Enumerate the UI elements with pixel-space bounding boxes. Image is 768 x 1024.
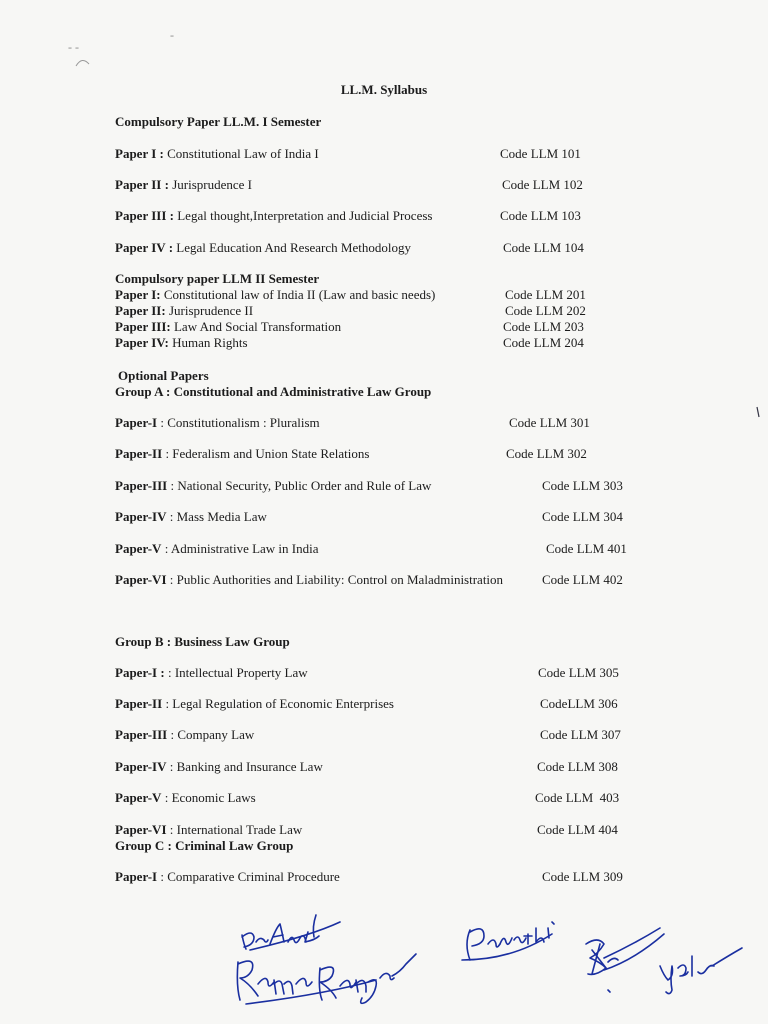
paper-code: Code LLM 403	[535, 790, 620, 805]
paper-label: Paper-IV	[115, 759, 167, 774]
paper-row	[115, 759, 323, 775]
paper-title: Jurisprudence I	[168, 177, 252, 192]
paper-row	[115, 541, 319, 557]
paper-row	[115, 665, 308, 681]
paper-row	[115, 240, 411, 256]
paper-code: Code LLM 305	[538, 665, 619, 680]
paper-label: Paper-I	[115, 869, 158, 884]
paper-label: Paper-V	[115, 790, 162, 805]
paper-label: Paper III :	[115, 208, 174, 223]
paper-row	[115, 177, 252, 193]
paper-label: Paper II:	[115, 303, 166, 318]
paper-label: Paper III:	[115, 319, 171, 334]
paper-label: Paper I :	[115, 146, 164, 161]
paper-row	[115, 446, 369, 462]
paper-code: Code LLM 104	[503, 240, 584, 255]
paper-label: Paper-III	[115, 478, 168, 493]
paper-row	[115, 335, 248, 351]
paper-title: : Administrative Law in India	[161, 541, 319, 556]
paper-title: Constitutional Law of India I	[163, 146, 319, 161]
paper-row	[115, 287, 435, 303]
paper-title: Law And Social Transformation	[170, 319, 342, 334]
paper-title: Legal thought,Interpretation and Judicial Process	[173, 208, 433, 223]
paper-label: Paper-V	[115, 541, 162, 556]
paper-row	[115, 415, 320, 431]
scan-mark: -	[170, 28, 174, 42]
paper-label: Paper-I :	[115, 665, 165, 680]
paper-title: Human Rights	[168, 335, 248, 350]
paper-row	[115, 208, 432, 224]
paper-row	[115, 146, 319, 162]
paper-code: Code LLM 304	[542, 509, 623, 524]
paper-title: : Intellectual Property Law	[164, 665, 308, 680]
paper-title: : Public Authorities and Liability: Control on Maladministration	[166, 572, 504, 587]
paper-title: : Legal Regulation of Economic Enterprises	[162, 696, 394, 711]
paper-code: Code LLM 308	[537, 759, 618, 774]
paper-title: : Comparative Criminal Procedure	[157, 869, 340, 884]
signature-4	[586, 928, 664, 992]
paper-label: Paper II :	[115, 177, 169, 192]
paper-title: : Federalism and Union State Relations	[162, 446, 370, 461]
paper-label: Paper-II	[115, 446, 163, 461]
paper-code: Code LLM 301	[509, 415, 590, 430]
paper-row	[115, 869, 340, 885]
signature-3	[462, 922, 554, 960]
paper-code: Code LLM 102	[502, 177, 583, 192]
paper-title: Legal Education And Research Methodology	[173, 240, 411, 255]
paper-label: Paper-IV	[115, 509, 167, 524]
paper-row	[115, 319, 341, 335]
paper-title: : National Security, Public Order and Rule of Law	[167, 478, 432, 493]
paper-title: Jurisprudence II	[165, 303, 254, 318]
paper-title: : International Trade Law	[166, 822, 303, 837]
paper-label: Paper-I	[115, 415, 158, 430]
scan-artifact	[74, 56, 92, 68]
signature-5	[660, 948, 742, 994]
group-c-heading: Group C : Criminal Law Group	[115, 838, 294, 853]
paper-code: Code LLM 303	[542, 478, 623, 493]
paper-label: Paper-III	[115, 727, 168, 742]
signature-1	[242, 915, 340, 950]
paper-row	[115, 303, 253, 319]
paper-row	[115, 727, 254, 743]
signature-2	[237, 954, 416, 1004]
paper-code: Code LLM 401	[546, 541, 627, 556]
paper-code: Code LLM 203	[503, 319, 584, 334]
paper-code: Code LLM 204	[503, 335, 584, 350]
scan-artifact	[754, 405, 762, 419]
semester-1-heading: Compulsory Paper LL.M. I Semester	[115, 114, 322, 129]
paper-row	[115, 478, 431, 494]
paper-label: Paper IV :	[115, 240, 174, 255]
paper-code: Code LLM 201	[505, 287, 586, 302]
paper-row	[115, 790, 256, 806]
optional-papers-heading: Optional Papers	[118, 368, 209, 383]
paper-code: Code LLM 309	[542, 869, 623, 884]
paper-code: Code LLM 302	[506, 446, 587, 461]
paper-code: Code LLM 202	[505, 303, 586, 318]
paper-code: Code LLM 307	[540, 727, 621, 742]
paper-title: : Economic Laws	[161, 790, 256, 805]
paper-title: : Constitutionalism : Pluralism	[157, 415, 320, 430]
paper-row	[115, 696, 394, 712]
paper-title: : Company Law	[167, 727, 255, 742]
paper-title: : Mass Media Law	[166, 509, 267, 524]
paper-title: Constitutional law of India II (Law and basic needs)	[160, 287, 436, 302]
paper-code: Code LLM 404	[537, 822, 618, 837]
paper-code: CodeLLM 306	[540, 696, 618, 711]
paper-code: Code LLM 101	[500, 146, 581, 161]
paper-label: Paper I:	[115, 287, 161, 302]
paper-title: : Banking and Insurance Law	[166, 759, 323, 774]
paper-code: Code LLM 402	[542, 572, 623, 587]
paper-label: Paper-VI	[115, 822, 167, 837]
paper-row	[115, 822, 302, 838]
paper-label: Paper IV:	[115, 335, 169, 350]
paper-label: Paper-VI	[115, 572, 167, 587]
paper-row	[115, 572, 503, 588]
group-a-heading: Group A : Constitutional and Administrative Law Group	[115, 384, 432, 399]
semester-2-heading: Compulsory paper LLM II Semester	[115, 271, 320, 286]
paper-code: Code LLM 103	[500, 208, 581, 223]
group-b-heading: Group B : Business Law Group	[115, 634, 290, 649]
document-title: LL.M. Syllabus	[340, 82, 428, 97]
paper-label: Paper-II	[115, 696, 163, 711]
paper-row	[115, 509, 267, 525]
scan-mark: - ‐	[68, 40, 79, 54]
